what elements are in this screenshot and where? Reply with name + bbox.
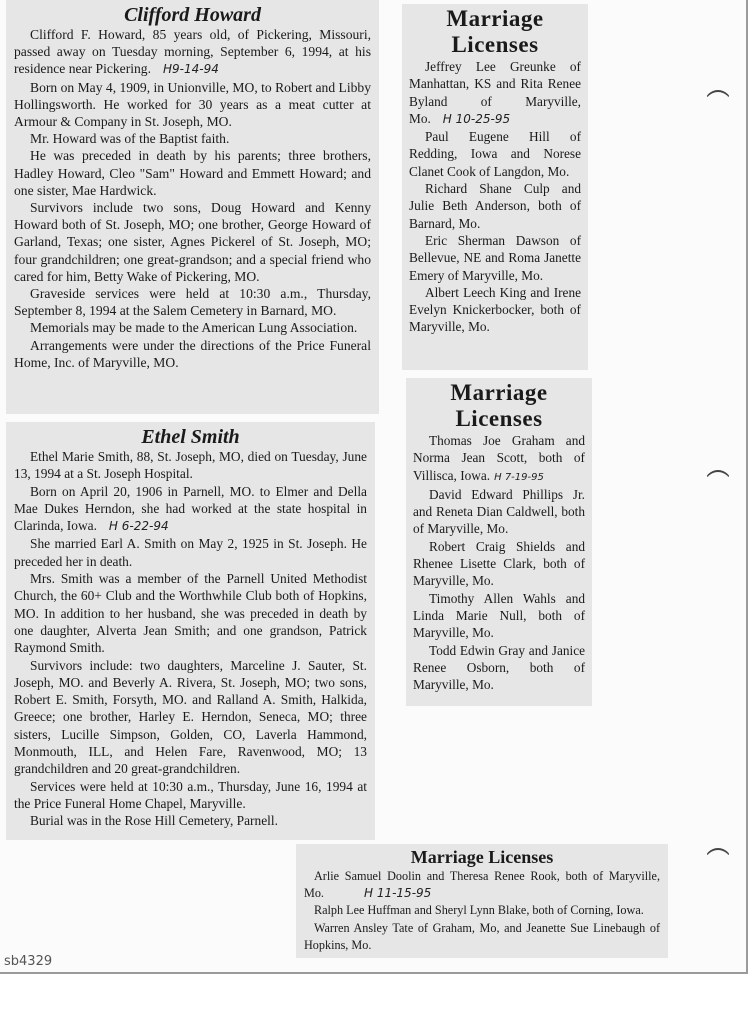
obituary-paragraph: Ethel Marie Smith, 88, St. Joseph, MO, died on Tuesday, June 13, 1994 at a St. Joseph Hospital. [14, 449, 367, 482]
license-entry: Albert Leech King and Irene Evelyn Knickerbocker, both of Maryville, Mo. [409, 284, 581, 335]
binder-hole-icon [704, 90, 732, 119]
obituary-paragraph: Burial was in the Rose Hill Cemetery, Parnell. [30, 813, 278, 829]
marriage-licenses-clipping-1 [402, 4, 588, 370]
license-entry: David Edward Phillips Jr. and Reneta Dian Caldwell, both of Maryville, Mo. [413, 486, 585, 537]
binder-hole-icon [704, 848, 732, 877]
obituary-title: Clifford Howard [124, 4, 261, 26]
marriage-licenses-clipping-2 [406, 378, 592, 706]
license-entry [413, 432, 585, 486]
obituary-paragraph: Graveside services were held at 10:30 a.m., Thursday, September 8, 1994 at the Salem Cemetery in Barnard, MO. [14, 286, 371, 319]
licenses-title: Marriage Licenses [410, 847, 554, 867]
obituary-paragraph: He was preceded in death by his parents; three brothers, Hadley Howard, Cleo "Sam" Howard and Emmett Howard; and one sister, Mae Hardwick. [14, 148, 371, 198]
entry-text: Arlie Samuel Doolin and Theresa Renee Rook, both of Maryville, Mo. [304, 869, 660, 901]
obituary-clipping-howard [6, 0, 379, 414]
licenses-title: Marriage Licenses [446, 6, 544, 57]
handwritten-date-note: H 10-25-95 [442, 111, 511, 126]
paragraph-text: Clifford F. Howard, 85 years old, of Pickering, Missouri, passed away on Tuesday morning, September 6, 1994, at his residence near Pickering. [14, 27, 371, 77]
obituary-paragraph: Born on May 4, 1909, in Unionville, MO, to Robert and Libby Hollingsworth. He worked for 30 years as a meat cutter at Armour & Company in St. Joseph, MO. [14, 79, 371, 130]
binder-hole-icon [704, 470, 732, 499]
license-entry: Robert Craig Shields and Rhenee Lisette Clark, both of Maryville, Mo. [413, 538, 585, 589]
obituary-paragraph: Arrangements were under the directions of the Price Funeral Home, Inc. of Maryville, MO. [14, 337, 371, 370]
entry-text: Thomas Joe Graham and Norma Jean Scott, both of Villisca, Iowa. [413, 433, 585, 483]
obituary-paragraph: Survivors include two sons, Doug Howard and Kenny Howard both of St. Joseph, MO; one brother, George Howard of Garland, Texas; one sister, Agnes Pickerel of St. Joseph, MO; four grandchildren; one great-grandson; and a special friend who cared for him, Betty Wake of Pickering, MO. [14, 200, 371, 284]
license-entry: Eric Sherman Dawson of Bellevue, NE and Roma Janette Emery of Maryville, Mo. [409, 232, 581, 283]
obituary-paragraph [14, 26, 371, 79]
license-entry: Richard Shane Culp and Julie Beth Anderson, both of Barnard, Mo. [409, 181, 581, 231]
license-entry: Todd Edwin Gray and Janice Renee Osborn, both of Maryville, Mo. [413, 642, 585, 693]
marriage-licenses-clipping-3 [296, 844, 668, 958]
license-entry: Ralph Lee Huffman and Sheryl Lynn Blake, both of Corning, Iowa. [314, 903, 644, 918]
obituary-paragraph: Mr. Howard was of the Baptist faith. [30, 131, 230, 147]
licenses-title: Marriage Licenses [450, 380, 548, 431]
handwritten-date-note: H 7-19-95 [494, 471, 544, 483]
entry-text: Jeffrey Lee Greunke of Manhattan, KS and Rita Renee Byland of Maryville, Mo. [409, 59, 581, 126]
license-entry: Timothy Allen Wahls and Linda Marie Null, both of Maryville, Mo. [413, 590, 585, 641]
handwritten-date-note: H9-14-94 [163, 62, 219, 77]
obituary-paragraph: Mrs. Smith was a member of the Parnell United Methodist Church, the 60+ Club and the Worthwhile Club both of Hopkins, MO. In addition to her husband, she was preceded in death by one daughter, Alverta Jean Smith; and one grandson, Patrick Raymond Smith. [14, 571, 367, 656]
catalog-number: sb4329 [4, 954, 53, 969]
license-entry: Paul Eugene Hill of Redding, Iowa and Norese Clanet Cook of Langdon, Mo. [409, 129, 581, 179]
obituary-paragraph [14, 483, 367, 536]
obituary-title: Ethel Smith [141, 426, 240, 448]
paragraph-text: Born on April 20, 1906 in Parnell, MO. to Elmer and Della Mae Dukes Herndon, she had worked at the state hospital in Clarinda, Iowa. [14, 483, 367, 534]
obituary-clipping-smith [6, 422, 375, 840]
license-entry [409, 58, 581, 128]
obituary-paragraph: Memorials may be made to the American Lung Association. [30, 320, 358, 336]
license-entry [304, 868, 660, 902]
obituary-paragraph: Services were held at 10:30 a.m., Thursday, June 16, 1994 at the Price Funeral Home Chapel, Maryville. [14, 778, 367, 811]
handwritten-date-note: H 11-15-95 [363, 886, 432, 901]
obituary-paragraph: Survivors include: two daughters, Marceline J. Sauter, St. Joseph, MO. and Beverly A. Rivera, St. Joseph, MO; two sons, Robert E. Smith, Forsyth, MO. and Ralland A. Smith, Halkida, Greece; one brother, Harley E. Herndon, Seneca, MO; three sisters, Lucille Simpson, Golden, CO, Laverla Hammond, Monmouth, ILL, and Helen Fare, Ravenwood, MO; 13 grandchildren and 20 great-grandchildren. [14, 657, 367, 777]
handwritten-date-note: H 6-22-94 [108, 519, 169, 534]
license-entry: Warren Ansley Tate of Graham, Mo, and Jeanette Sue Linebaugh of Hopkins, Mo. [304, 920, 660, 952]
obituary-paragraph: She married Earl A. Smith on May 2, 1925 in St. Joseph. He preceded her in death. [14, 536, 367, 569]
